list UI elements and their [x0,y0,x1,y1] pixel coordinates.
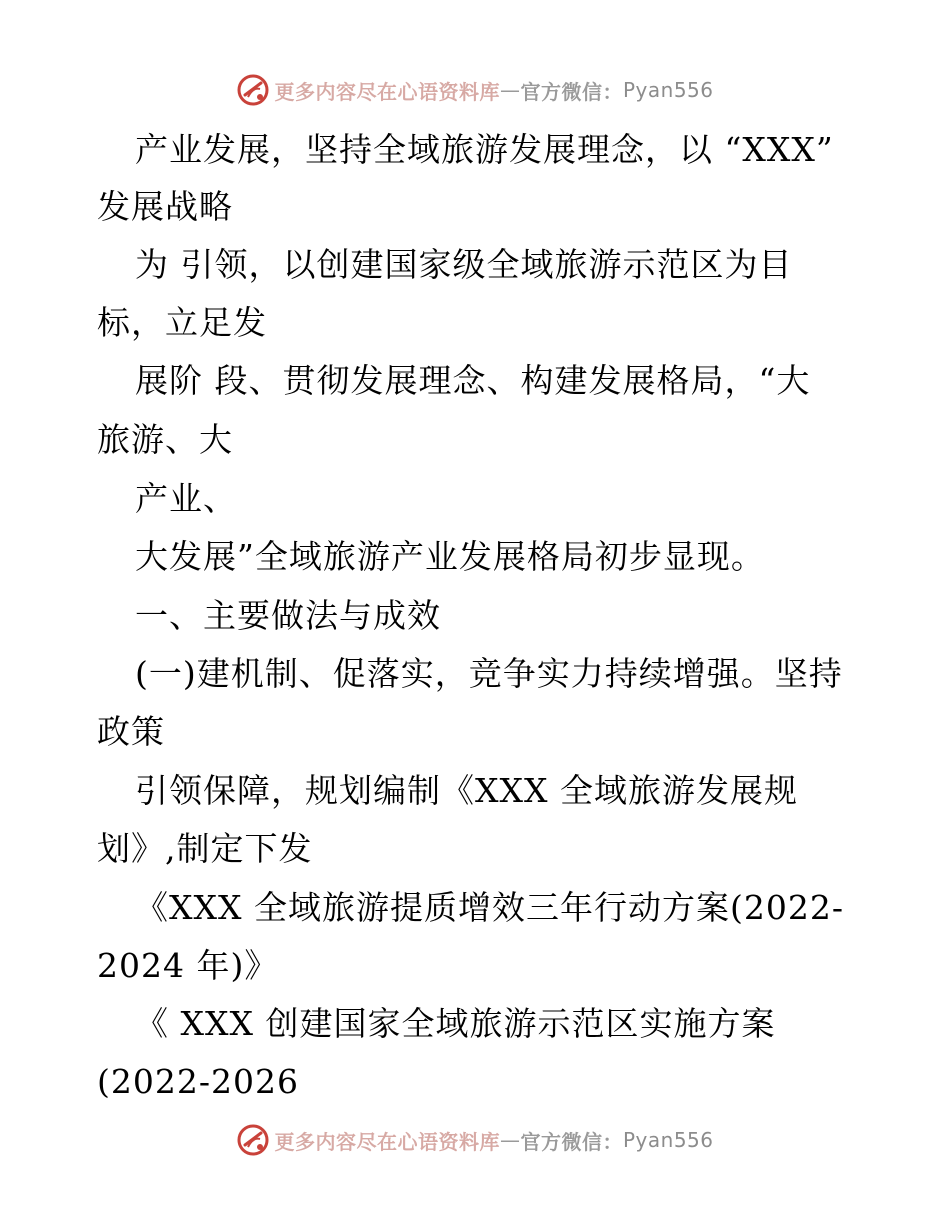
text-line: 标，立足发 [97,303,267,342]
text-line: 引领保障，规划编制《XXX 全域旅游发展规 [135,771,798,810]
text-line: 展阶 段、贯彻发展理念、构建发展格局，“大 [135,361,811,400]
text-line: 产业发展，坚持全域旅游发展理念，以 “XXX” [135,130,834,169]
text-line: 发展战略 [97,187,233,226]
text-line: 《 XXX 创建国家全域旅游示范区实施方案 [135,1004,776,1043]
watermark-wechat-id: Pyan556 [622,1128,714,1152]
text-line: 大发展”全域旅游产业发展格局初步显现。 [135,537,765,576]
watermark-dash: — [499,78,521,102]
text-line: (2022-2026 [97,1062,299,1101]
footer-watermark [0,1120,950,1160]
watermark-wechat-label: 官方微信： [520,79,623,104]
text-line: 产业、 [135,479,237,518]
watermark-dash: — [499,1128,521,1152]
text-line: 划》,制定下发 [97,829,313,868]
watermark-site-text: 更多内容尽在心语资料库 [274,1129,500,1154]
text-line: 2024 年)》 [97,946,279,985]
text-line: (一)建机制、促落实，竞争实力持续增强。坚持 [135,654,843,693]
section-heading: 一、主要做法与成效 [135,596,441,635]
watermark-site-text: 更多内容尽在心语资料库 [274,79,500,104]
watermark-wechat-label: 官方微信： [520,1129,623,1154]
watermark-logo-icon [236,1123,270,1157]
watermark-wechat-id: Pyan556 [622,78,714,102]
text-line: 为 引领，以创建国家级全域旅游示范区为目 [135,245,793,284]
text-line: 旅游、大 [97,420,233,459]
text-line: 《XXX 全域旅游提质增效三年行动方案(2022- [135,888,844,927]
text-line: 政策 [97,712,165,751]
